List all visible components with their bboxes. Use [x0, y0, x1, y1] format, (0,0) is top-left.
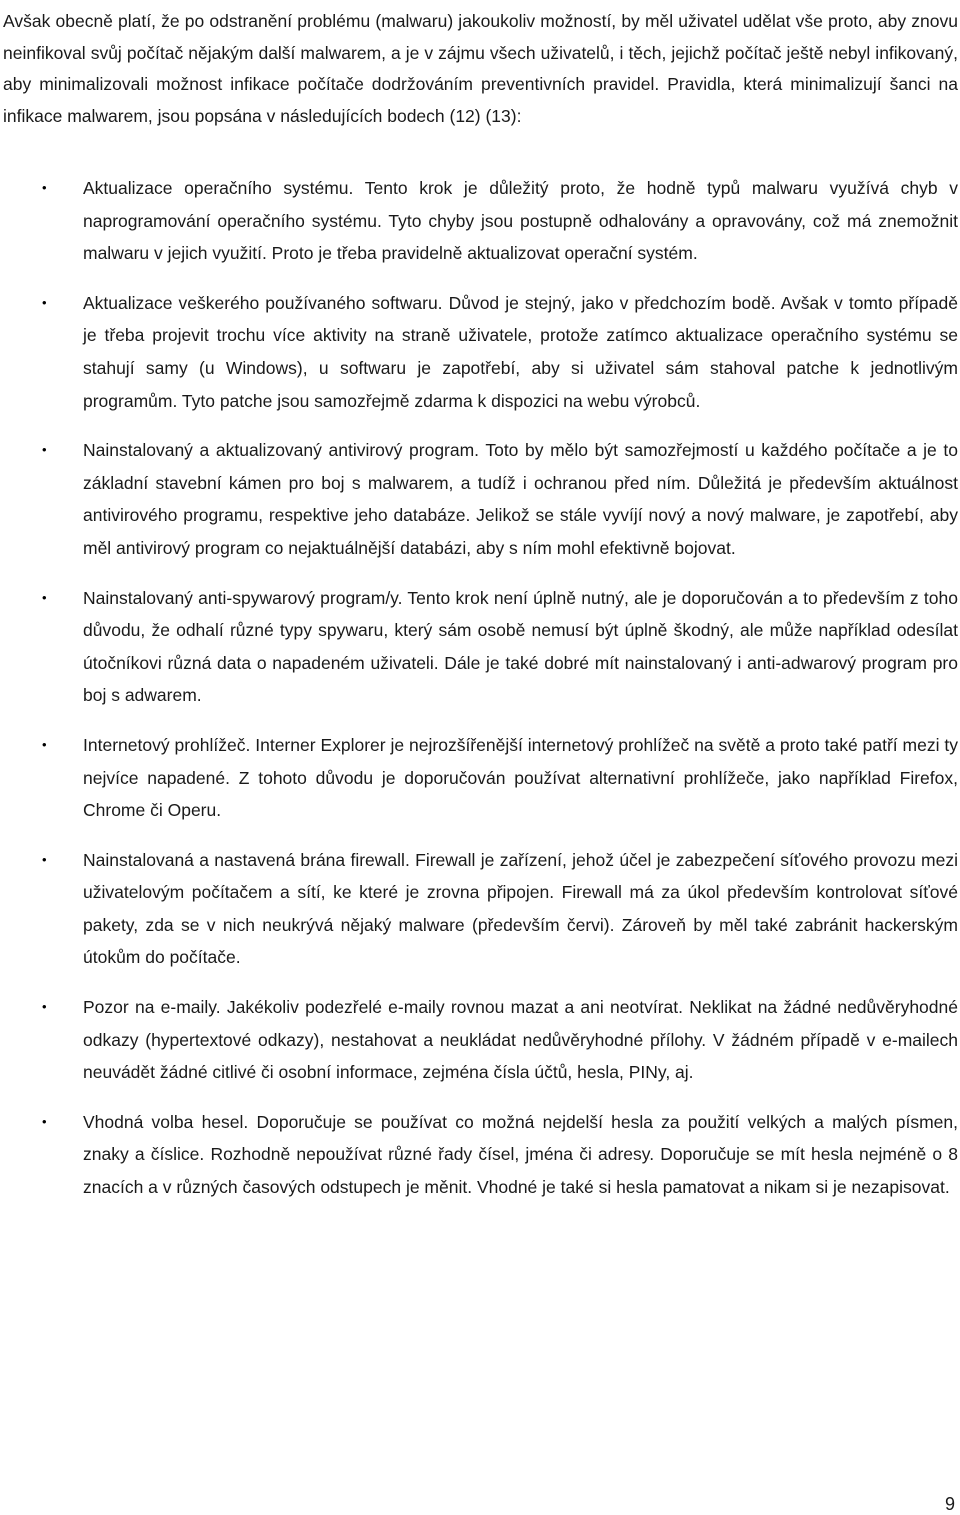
list-item: [0, 1106, 958, 1204]
list-item-text: Internetový prohlížeč. Interner Explorer je nejrozšířenější internetový prohlížeč na světě a proto také patří mezi ty nejvíce napadené. Z tohoto důvodu je doporučován používat alternativní prohlížeče, jako například Firefox, Chrome či Operu.: [83, 734, 958, 821]
list-item-text: Nainstalovaná a nastavená brána firewall. Firewall je zařízení, jehož účel je zabezpečení síťového provozu mezi uživatelovým počítačem a sítí, ke které je zrovna připojen. Firewall má za úkol především kontrolovat síťové pakety, zda se v nich neukrývá nějaký malware (především červi). Zároveň by měl také zabránit hackerským útokům do počítače.: [83, 849, 958, 968]
bullet-icon: •: [42, 589, 47, 605]
list-item: [0, 287, 958, 417]
bullet-icon: •: [42, 180, 47, 195]
list-item: [0, 172, 958, 270]
list-item-text: Aktualizace veškerého používaného softwaru. Důvod je stejný, jako v předchozím bodě. Avšak v tomto případě je třeba projevit trochu více aktivity na straně uživatele, protože zatímco aktualizace operačního systému se stahují samy (u Windows), u softwaru je zapotřebí, aby si uživatel sám stahoval patche k jednotlivým programům. Tyto patche jsou samozřejmě zdarma k dispozici na webu výrobců.: [83, 292, 958, 411]
list-item: [0, 582, 958, 712]
list-item-text: Nainstalovaný a aktualizovaný antivirový program. Toto by mělo být samozřejmostí u každého počítače a je to základní stavební kámen pro boj s malwarem, a tudíž i ochranou před ním. Důležitá je především aktuálnost antivirového programu, respektive jeho databáze. Jelikož se stále vyvíjí nový a nový malware, je zapotřebí, aby měl antivirový program co nejaktuálnější databázi, aby s ním mohl efektivně bojovat.: [83, 440, 958, 558]
bullet-icon: •: [42, 442, 47, 458]
list-item-text: Nainstalovaný anti-spywarový program/y. Tento krok není úplně nutný, ale je doporučován a to především z toho důvodu, že odhalí různé typy spywaru, který sám osobě nemusí být úplně škodný, ale může například odesílat útočníkovi různá data o napadeném uživateli. Dále je také dobré mít nainstalovaný i anti-adwarový program pro boj s adwarem.: [83, 587, 958, 706]
list-item-text: Pozor na e-maily. Jakékoliv podezřelé e-maily rovnou mazat a ani neotvírat. Neklikat na žádné nedůvěryhodné odkazy (hypertextové odkazy), nestahovat a neukládat nedůvěryhodné přílohy. V žádném případě v e-mailech neuvádět žádné citlivé či osobní informace, zejména čísla účtů, hesla, PINy, aj.: [83, 997, 958, 1083]
bullet-icon: •: [42, 294, 47, 310]
bullet-icon: •: [42, 851, 47, 867]
bullet-icon: •: [42, 1113, 47, 1129]
list-item: [0, 434, 958, 564]
bullet-icon: •: [42, 999, 47, 1015]
list-item: [0, 844, 958, 974]
prevention-rules-list: [0, 172, 960, 1204]
list-item: [0, 729, 958, 827]
list-item-text: Aktualizace operačního systému. Tento krok je důležitý proto, že hodně typů malwaru využívá chyb v naprogramování operačního systému. Tyto chyby jsou postupně odhalovány a opravovány, což má znemožnit malwaru v jejich využití. Proto je třeba pravidelně aktualizovat operační systém.: [83, 178, 958, 264]
bullet-icon: •: [42, 736, 47, 752]
list-item: [0, 991, 958, 1089]
list-item-text: Vhodná volba hesel. Doporučuje se používat co možná nejdelší hesla za použití velkých a malých písmen, znaky a číslice. Rozhodně nepoužívat různé řady čísel, jména či adresy. Doporučuje se mít hesla nejméně o 8 znacích a v různých časových odstupech je měnit. Vhodné je také si hesla pamatovat a nikam si je nezapisovat.: [83, 1111, 958, 1198]
page-number: 9: [944, 1494, 955, 1514]
intro-paragraph: Avšak obecně platí, že po odstranění problému (malwaru) jakoukoliv možností, by měl uživatel udělat vše proto, aby znovu neinfikoval svůj počítač nějakým další malwarem, a je v zájmu všech uživatelů, i těch, jejichž počítač ještě nebyl infikovaný, aby minimalizovali možnost infikace počítače dodržováním preventivních pravidel. Pravidla, která minimalizují šanci na infikace malwarem, jsou popsána v následujících bodech (12) (13):: [3, 11, 958, 126]
